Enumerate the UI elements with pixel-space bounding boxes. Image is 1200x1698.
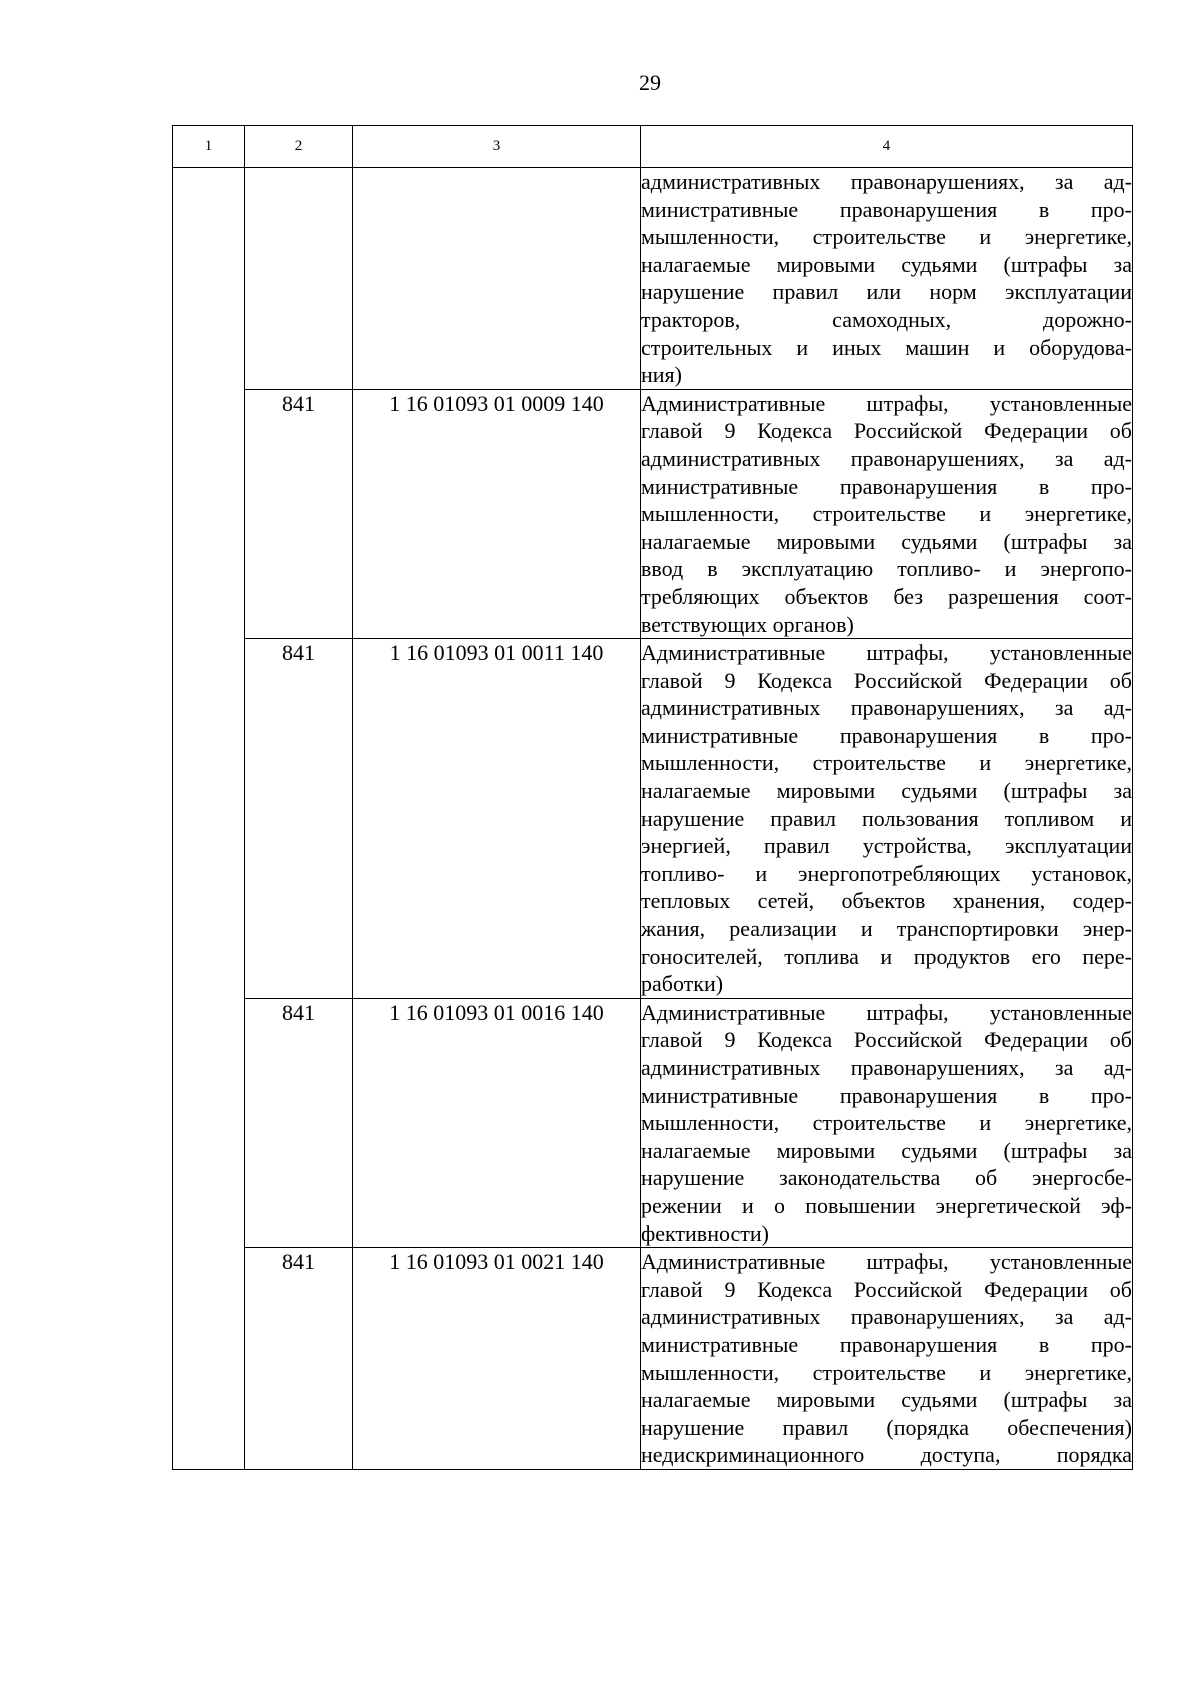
table-row xyxy=(173,1248,1133,1470)
revenue-description-cell xyxy=(641,389,1133,638)
table-row xyxy=(173,168,1133,390)
revenue-description-cell xyxy=(641,998,1133,1247)
description-line: жания, реализации и транспортировки энер- xyxy=(641,916,1132,942)
description-line: требляющих объектов без разрешения соот- xyxy=(641,583,1132,609)
description-line: тепловых сетей, объектов хранения, содер- xyxy=(641,888,1132,914)
description-line: строительных и иных машин и оборудова- xyxy=(641,334,1132,360)
description-line: налагаемые мировыми судьями (штрафы за xyxy=(641,251,1132,277)
description-line: административных правонарушениях, за ад- xyxy=(641,169,1132,194)
budget-classification-code-cell: 1 16 01093 01 0021 140 xyxy=(353,1248,641,1470)
table-header-row xyxy=(173,126,1133,168)
description-line: нарушение правил (порядка обеспечения) xyxy=(641,1414,1132,1440)
description-line: режении и о повышении энергетической эф- xyxy=(641,1192,1132,1218)
description-line: мышленности, строительстве и энергетике, xyxy=(641,501,1132,527)
description-line: министративные правонарушения в про- xyxy=(641,1082,1132,1108)
header-col-4: 4 xyxy=(641,126,1133,168)
description-line: ввод в эксплуатацию топливо- и энергопо- xyxy=(641,556,1132,582)
description-line: главой 9 Кодекса Российской Федерации об xyxy=(641,1276,1132,1302)
description-line: гоносителей, топлива и продуктов его пере- xyxy=(641,943,1132,969)
description-line: главой 9 Кодекса Российской Федерации об xyxy=(641,667,1132,693)
revenue-description-cell xyxy=(641,168,1133,390)
budget-classification-code-cell: 1 16 01093 01 0011 140 xyxy=(353,639,641,999)
table-body xyxy=(173,168,1133,1470)
revenue-description-cell xyxy=(641,639,1133,999)
description-line: налагаемые мировыми судьями (штрафы за xyxy=(641,1137,1132,1163)
admin-code-cell: 841 xyxy=(245,639,353,999)
admin-code-cell: 841 xyxy=(245,1248,353,1470)
description-line: мышленности, строительстве и энергетике, xyxy=(641,750,1132,776)
budget-classification-code-cell: 1 16 01093 01 0016 140 xyxy=(353,998,641,1247)
description-line: главой 9 Кодекса Российской Федерации об xyxy=(641,418,1132,444)
description-line: административных правонарушениях, за ад- xyxy=(641,445,1132,471)
header-col-3: 3 xyxy=(353,126,641,168)
description-line: налагаемые мировыми судьями (штрафы за xyxy=(641,778,1132,804)
budget-codes-table xyxy=(172,125,1133,1470)
page-number: 29 xyxy=(639,70,661,95)
description-line: министративные правонарушения в про- xyxy=(641,1331,1132,1357)
description-line: Административные штрафы, установленные xyxy=(641,640,1132,666)
description-line: министративные правонарушения в про- xyxy=(641,473,1132,499)
description-line: тракторов, самоходных, дорожно- xyxy=(641,306,1132,332)
description-line: фективности) xyxy=(641,1220,769,1246)
description-line: главой 9 Кодекса Российской Федерации об xyxy=(641,1027,1132,1053)
admin-code-cell xyxy=(245,168,353,390)
description-line: нарушение правил или норм эксплуатации xyxy=(641,279,1132,305)
description-line: министративные правонарушения в про- xyxy=(641,196,1132,222)
description-line: министративные правонарушения в про- xyxy=(641,722,1132,748)
revenue-description-cell xyxy=(641,1248,1133,1470)
description-line: мышленности, строительстве и энергетике, xyxy=(641,1110,1132,1136)
description-line: административных правонарушениях, за ад- xyxy=(641,695,1132,721)
description-line: Административные штрафы, установленные xyxy=(641,1249,1132,1275)
description-line: мышленности, строительстве и энергетике, xyxy=(641,224,1132,250)
description-line: налагаемые мировыми судьями (штрафы за xyxy=(641,1387,1132,1413)
table-row xyxy=(173,389,1133,638)
budget-classification-code-cell xyxy=(353,168,641,390)
description-line: нарушение законодательства об энергосбе- xyxy=(641,1165,1132,1191)
header-col-2: 2 xyxy=(245,126,353,168)
table-row xyxy=(173,998,1133,1247)
description-line: Административные штрафы, установленные xyxy=(641,999,1132,1025)
description-line: ветствующих органов) xyxy=(641,611,854,637)
description-line: административных правонарушениях, за ад- xyxy=(641,1055,1132,1080)
description-line: нарушение правил пользования топливом и xyxy=(641,805,1132,831)
description-line: налагаемые мировыми судьями (штрафы за xyxy=(641,528,1132,554)
description-line: топливо- и энергопотребляющих установок, xyxy=(641,860,1132,886)
admin-code-cell: 841 xyxy=(245,998,353,1247)
header-col-1: 1 xyxy=(173,126,245,168)
description-line: энергией, правил устройства, эксплуатации xyxy=(641,833,1132,859)
admin-code-cell: 841 xyxy=(245,389,353,638)
description-line: мышленности, строительстве и энергетике, xyxy=(641,1359,1132,1385)
table-row xyxy=(173,639,1133,999)
description-line: работки) xyxy=(641,971,724,997)
column-1-cell xyxy=(173,168,245,1470)
budget-classification-code-cell: 1 16 01093 01 0009 140 xyxy=(353,389,641,638)
description-line: ния) xyxy=(641,362,682,388)
description-line: Административные штрафы, установленные xyxy=(641,390,1132,416)
description-line: недискриминационного доступа, порядка xyxy=(641,1442,1132,1468)
description-line: административных правонарушениях, за ад- xyxy=(641,1304,1132,1330)
